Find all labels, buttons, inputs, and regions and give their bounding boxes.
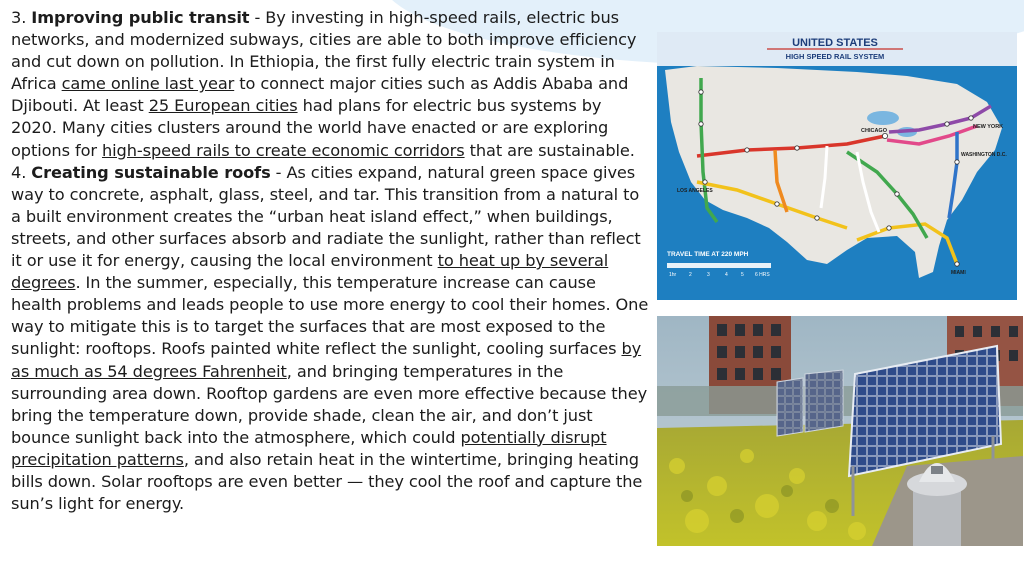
city-label-chicago: CHICAGO — [861, 128, 887, 134]
link-precipitation[interactable]: potentially disrupt precipitation patterns — [11, 427, 607, 469]
svg-text:5: 5 — [741, 272, 744, 278]
link-high-speed-rails[interactable]: high-speed rails to create economic corridors — [101, 140, 465, 160]
svg-text:6 HRS: 6 HRS — [755, 272, 770, 278]
green-roof-solar-photo — [657, 316, 1023, 546]
section-title-public-transit: Improving public transit — [31, 8, 250, 27]
city-label-los-angeles: LOS ANGELES — [677, 188, 713, 194]
svg-text:3: 3 — [707, 272, 710, 278]
rail-map-image — [657, 32, 1017, 300]
section-title-sustainable-roofs: Creating sustainable roofs — [31, 162, 271, 182]
travel-time-label: TRAVEL TIME AT 220 MPH — [667, 251, 749, 258]
photo-roof-vent — [907, 463, 967, 546]
city-label-new-york: NEW YORK — [973, 124, 1004, 130]
article-body — [11, 7, 651, 515]
travel-time-scale — [667, 263, 771, 278]
city-label-miami: MIAMI — [951, 270, 966, 276]
map-title: UNITED STATES — [792, 37, 878, 49]
section-public-transit: 3. Improving public transit - By investing in high-speed rails, electric bus networks, and modernized subways, cities are able to both improve efficiency and cut down on pollution. In Ethiopia, the first fully electric train system in Africa came online last year to connect major cities such as Addis Ababa and Djibouti. At least 25 European cities had plans for electric bus systems by 2020. Many cities clusters around the world have enacted or are exploring options for high-speed rails to create economic corridors that are sustainable. — [11, 8, 637, 160]
link-heat-up[interactable]: to heat up by several degrees — [11, 251, 609, 293]
link-54-degrees[interactable]: by as much as 54 degrees Fahrenheit — [11, 339, 642, 381]
map-subtitle: HIGH SPEED RAIL SYSTEM — [785, 52, 885, 61]
svg-text:1hr: 1hr — [669, 272, 677, 278]
svg-text:4: 4 — [725, 272, 728, 278]
section-sustainable-roofs: 4. Creating sustainable roofs - As cities expand, natural green space gives way to concrete, asphalt, glass, steel, and tar. This transition from a natural to a built environment creates the “urban heat island effect,” when buildings, streets, and other surfaces absorb and radiate the sunlight, rather than reflect it or use it for energy, causing the local environment to heat up by several degrees. In the summer, especially, this temperature increase can cause health problems and leads people to use more energy to cool their homes. One way to mitigate this is to target the surfaces that are most exposed to the sunlight: rooftops. Roofs painted white reflect the sunlight, cooling surfaces by as much as 54 degrees Fahrenheit, and bringing temperatures in the surrounding area down. Rooftop gardens are even more effective because they bring the temperature down, provide shade, clean the air, and don’t just bounce sunlight back into the atmosphere, which could potentially disrupt precipitation patterns, and also retain heat in the wintertime, bringing heating bills down. Solar rooftops are even better — they cool the roof and capture the sun’s light for energy. — [11, 162, 649, 514]
link-came-online[interactable]: came online last year — [61, 74, 235, 94]
city-label-washington: WASHINGTON D.C. — [961, 152, 1007, 158]
link-european-cities[interactable]: 25 European cities — [148, 96, 298, 116]
svg-text:2: 2 — [689, 272, 692, 278]
